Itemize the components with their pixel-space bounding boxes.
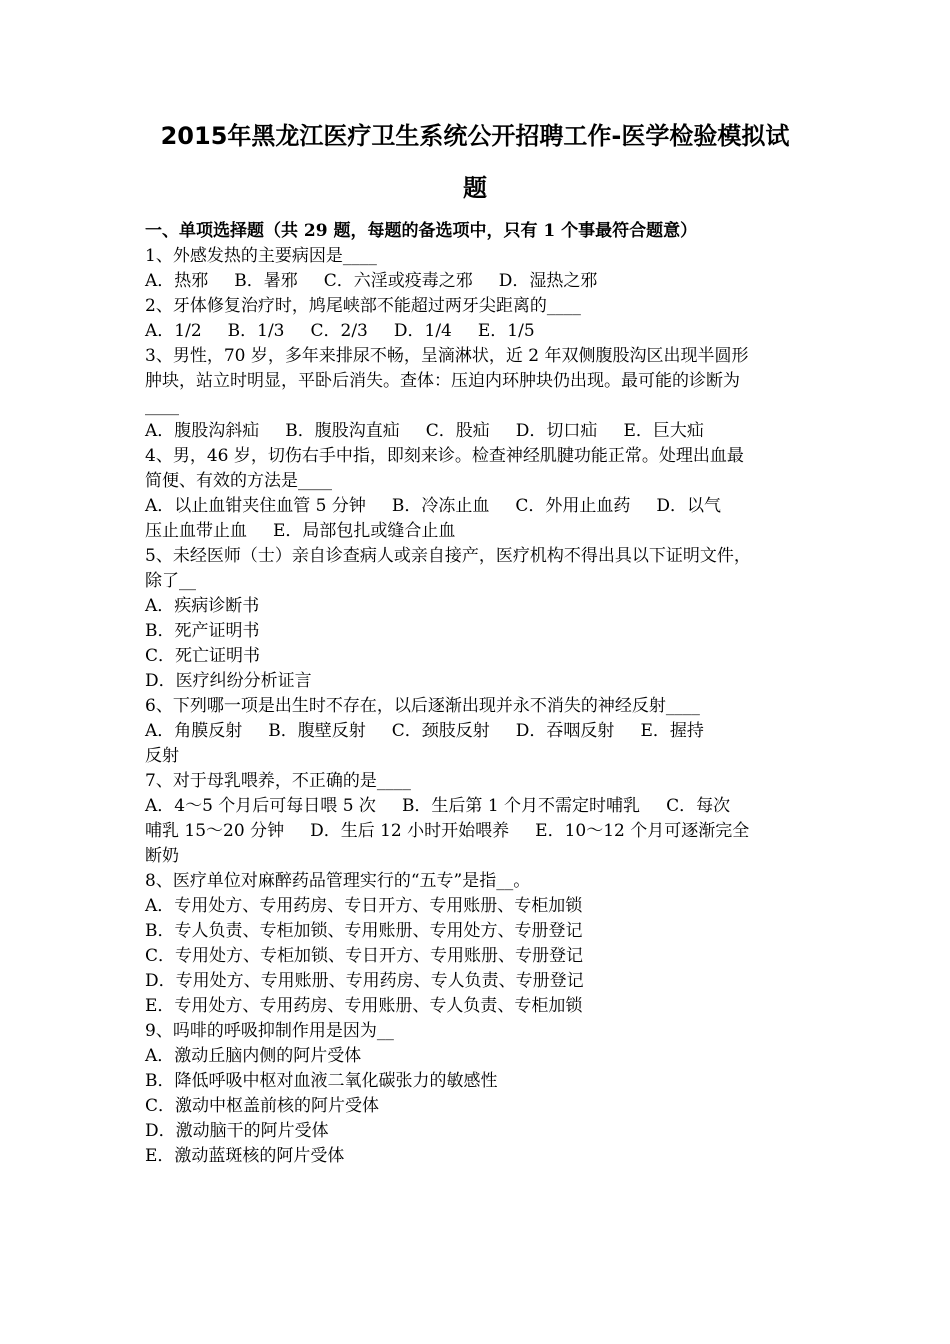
- question-7-option-e-end: 断奶: [145, 846, 179, 866]
- question-5-option-a: A．疾病诊断书: [145, 596, 260, 616]
- question-5-stem-line2: 除了__: [145, 571, 196, 591]
- question-8-option-a: A．专用处方、专用药房、专日开方、专用账册、专柜加锁: [145, 896, 583, 916]
- question-8-stem: 8、医疗单位对麻醉药品管理实行的“五专”是指__。: [145, 871, 531, 891]
- question-1-option-b: B．暑邪: [234, 271, 298, 291]
- question-7-option-d: D．生后 12 小时开始喂养: [310, 821, 510, 841]
- question-6-option-b: B．腹壁反射: [268, 721, 366, 741]
- document-title-line1: 2015年黑龙江医疗卫生系统公开招聘工作-医学检验模拟试: [160, 122, 790, 150]
- question-1-option-d: D．湿热之邪: [498, 271, 598, 291]
- question-4-option-d-start: D．以气: [656, 496, 722, 516]
- question-7-option-e-start: E．10～12 个月可逐渐完全: [535, 821, 750, 841]
- question-4-option-b: B．冷冻止血: [391, 496, 490, 516]
- question-4-option-e: E．局部包扎或缝合止血: [273, 521, 456, 541]
- question-5-option-c: C．死亡证明书: [145, 646, 261, 666]
- question-3-option-d: D．切口疝: [515, 421, 598, 441]
- question-3-option-e: E．巨大疝: [623, 421, 704, 441]
- question-7-option-c-start: C．每次: [666, 796, 731, 816]
- question-2-option-b: B．1/3: [227, 321, 285, 341]
- document-body: [145, 219, 815, 1169]
- question-6-option-e-end: 反射: [145, 746, 179, 766]
- question-4-stem-line1: 4、男，46 岁，切伤右手中指，即刻来诊。检查神经肌腱功能正常。处理出血最: [145, 446, 744, 466]
- question-6-options-line1: [145, 719, 815, 744]
- question-2-option-d: D．1/4: [393, 321, 452, 341]
- question-9-option-b: B．降低呼吸中枢对血液二氧化碳张力的敏感性: [145, 1071, 498, 1091]
- question-1-options: [145, 269, 815, 294]
- question-9-option-a: A．激动丘脑内侧的阿片受体: [145, 1046, 362, 1066]
- question-1-stem: 1、外感发热的主要病因是____: [145, 246, 377, 266]
- question-3-option-a: A．腹股沟斜疝: [145, 421, 260, 441]
- question-7-options-line1: [145, 794, 815, 819]
- question-3-options: [145, 419, 815, 444]
- question-8-option-e: E．专用处方、专用药房、专用账册、专人负责、专柜加锁: [145, 996, 583, 1016]
- question-7-options-line2: [145, 819, 815, 844]
- question-4-options-line2: [145, 519, 815, 544]
- question-7-option-a: A．4～5 个月后可每日喂 5 次: [145, 796, 376, 816]
- question-5-option-d: D．医疗纠纷分析证言: [145, 671, 312, 691]
- question-9-stem: 9、吗啡的呼吸抑制作用是因为__: [145, 1021, 394, 1041]
- question-6-option-c: C．颈肢反射: [391, 721, 490, 741]
- question-6-option-d: D．吞咽反射: [515, 721, 615, 741]
- question-2-option-e: E．1/5: [477, 321, 535, 341]
- question-3-stem-line2: 肿块，站立时明显，平卧后消失。查体：压迫内环肿块仍出现。最可能的诊断为: [145, 371, 740, 391]
- question-9-option-d: D．激动脑干的阿片受体: [145, 1121, 329, 1141]
- question-6-option-e-start: E．握持: [640, 721, 704, 741]
- question-4-option-d-end: 压止血带止血: [145, 521, 247, 541]
- question-1-option-c: C．六淫或疫毒之邪: [323, 271, 473, 291]
- question-4-stem-line2: 简便、有效的方法是____: [145, 471, 332, 491]
- question-5-stem-line1: 5、未经医师（士）亲自诊查病人或亲自接产，医疗机构不得出具以下证明文件，: [145, 546, 751, 566]
- question-4-option-a: A．以止血钳夹住血管 5 分钟: [145, 496, 366, 516]
- document-title-line2: 题: [463, 174, 487, 202]
- question-3-option-b: B．腹股沟直疝: [285, 421, 400, 441]
- question-2-option-c: C．2/3: [310, 321, 368, 341]
- question-8-option-d: D．专用处方、专用账册、专用药房、专人负责、专册登记: [145, 971, 584, 991]
- question-9-option-c: C．激动中枢盖前核的阿片受体: [145, 1096, 380, 1116]
- question-7-stem: 7、对于母乳喂养，不正确的是____: [145, 771, 411, 791]
- question-3-stem-line3: ____: [145, 396, 179, 416]
- section-heading: 一、单项选择题（共 29 题，每题的备选项中，只有 1 个事最符合题意）: [145, 221, 698, 241]
- question-4-option-c: C．外用止血药: [515, 496, 631, 516]
- question-8-option-b: B．专人负责、专柜加锁、专用账册、专用处方、专册登记: [145, 921, 583, 941]
- question-6-stem: 6、下列哪一项是出生时不存在，以后逐渐出现并永不消失的神经反射____: [145, 696, 700, 716]
- question-1-option-a: A．热邪: [145, 271, 209, 291]
- question-3-option-c: C．股疝: [425, 421, 490, 441]
- question-6-option-a: A．角膜反射: [145, 721, 243, 741]
- question-7-option-c-end: 哺乳 15～20 分钟: [145, 821, 285, 841]
- question-2-stem: 2、牙体修复治疗时，鸠尾峡部不能超过两牙尖距离的____: [145, 296, 581, 316]
- question-5-option-b: B．死产证明书: [145, 621, 260, 641]
- question-9-option-e: E．激动蓝斑核的阿片受体: [145, 1146, 345, 1166]
- question-3-stem-line1: 3、男性，70 岁，多年来排尿不畅，呈滴淋状，近 2 年双侧腹股沟区出现半圆形: [145, 346, 749, 366]
- question-7-option-b: B．生后第 1 个月不需定时哺乳: [401, 796, 641, 816]
- question-4-options-line1: [145, 494, 815, 519]
- question-2-option-a: A．1/2: [145, 321, 202, 341]
- question-8-option-c: C．专用处方、专柜加锁、专日开方、专用账册、专册登记: [145, 946, 584, 966]
- question-2-options: [145, 319, 815, 344]
